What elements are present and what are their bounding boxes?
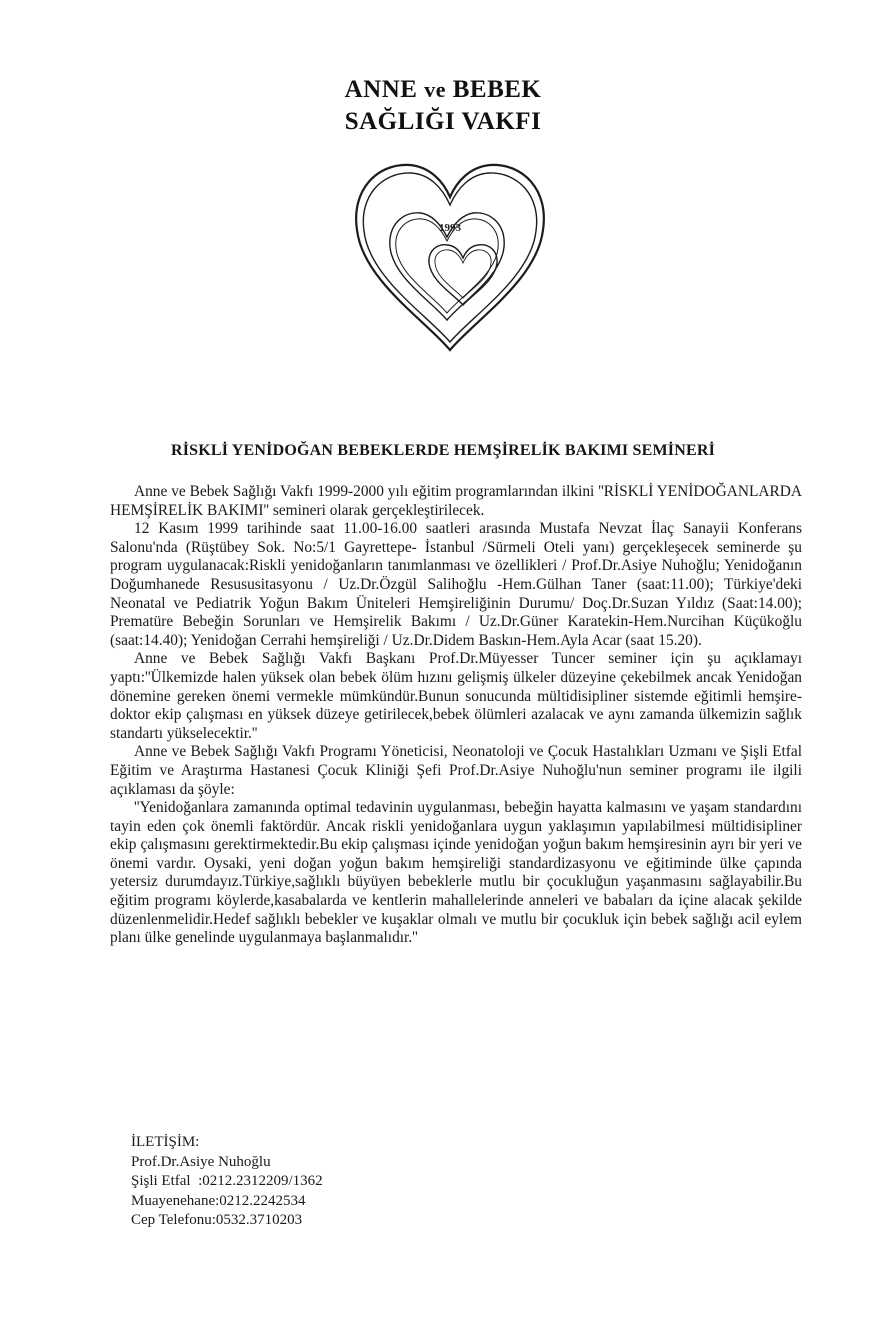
article-body bbox=[110, 483, 802, 948]
contact-name: Prof.Dr.Asiye Nuhoğlu bbox=[131, 1153, 271, 1170]
foundation-title-line2: SAĞLIĞI VAKFI bbox=[344, 108, 542, 135]
heart-logo-icon bbox=[345, 155, 555, 360]
contact-block bbox=[131, 1133, 323, 1231]
title-word-bebek: BEBEK bbox=[452, 76, 542, 103]
seminar-title: RİSKLİ YENİDOĞAN BEBEKLERDE HEMŞİRELİK BAKIMI SEMİNERİ bbox=[170, 442, 716, 459]
title-word-anne: ANNE bbox=[344, 76, 418, 103]
title-word-ve: ve bbox=[424, 77, 446, 102]
contact-phone-mobile: Cep Telefonu:0532.3710203 bbox=[131, 1212, 303, 1228]
paragraph-director-quote: ''Yenidoğanlara zamanında optimal tedavinin uygulanması, bebeğin hayatta kalmasını ve yaşam standardını tayin eden çok önemli faktördür. Ancak riskli yenidoğanlara uygun yaklaşımın yapılabilmesi mültidisipliner ekip çalışmasını gerektirmektedir.Bu ekip çalışması içinde yenidoğan yoğun bakım hemşiresinin ayrı bir yeri ve önemi vardır. Oysaki, yeni doğan yoğun bakım hemşireliği standardizasyonu ve eğitiminde ülke çapında yetersiz durumdayız.Türkiye,sağlıklı büyüyen bebeklerle mutlu bir çocukluğun yaşanmasını sağlayabilir.Bu eğitim programı köylerde,kasabalarda ve kentlerin mahallelerinde anneleri ve babaları da içine alacak şekilde düzenlenmelidir.Hedef sağlıklı bebekler ve kuşaklar olmalı ve mutlu bir çocukluk için bebek sağlığı acil eylem planı ülke genelinde uygulanmaya başlanmalıdır.'' bbox=[110, 799, 802, 947]
paragraph-director-intro: Anne ve Bebek Sağlığı Vakfı Programı Yöneticisi, Neonatoloji ve Çocuk Hastalıkları Uzmanı ve Şişli Etfal Eğitim ve Araştırma Hastanesi Çocuk Kliniği Şefi Prof.Dr.Asiye Nuhoğlu'nun seminer programı ile ilgili açıklaması da şöyle: bbox=[110, 743, 802, 798]
contact-heading: İLETİŞİM: bbox=[131, 1134, 200, 1150]
contact-phone-office: Muayenehane:0212.2242534 bbox=[131, 1192, 306, 1209]
foundation-logo bbox=[345, 155, 555, 360]
paragraph-president-quote: Anne ve Bebek Sağlığı Vakfı Başkanı Prof.Dr.Müyesser Tuncer seminer için şu açıklamayı yaptı:''Ülkemizde halen yüksek olan bebek ölüm hızını gelişmiş ülkeler düzeyine çekebilmek ancak Yenidoğan dönemine gereken önemi vermekle mümkündür.Bunun sonucunda mültidisipliner sistemde eğitimli hemşire-doktor ekip çalışması en yüksek düzeye getirilecek,bebek ölümleri azalacak ve aynı zamanda ülkemizin sağlık standartı yükselecektir.'' bbox=[110, 650, 802, 742]
paragraph-intro: Anne ve Bebek Sağlığı Vakfı 1999-2000 yılı eğitim programlarından ilkini ''RİSKLİ YENİDOĞANLARDA HEMŞİRELİK BAKIMI'' semineri olarak gerçekleştirilecek. bbox=[110, 483, 802, 519]
contact-phone-hospital: Şişli Etfal :0212.2312209/1362 bbox=[131, 1173, 323, 1189]
foundation-title bbox=[0, 74, 886, 138]
logo-year: 1993 bbox=[439, 222, 461, 234]
paragraph-program: 12 Kasım 1999 tarihinde saat 11.00-16.00 saatleri arasında Mustafa Nevzat İlaç Sanayii Konferans Salonu'nda (Rüştübey Sok. No:5/1 Gayrettepe- İstanbul /Sürmeli Oteli yanı) gerçekleşecek seminerde şu program uygulanacak:Riskli yenidoğanların tanımlanması ve özellikleri / Prof.Dr.Asiye Nuhoğlu; Yenidoğanın Doğumhanede Resususitasyonu / Uz.Dr.Özgül Salihoğlu -Hem.Gülhan Taner (saat:11.00); Türkiye'deki Neonatal ve Pediatrik Yoğun Bakım Üniteleri Hemşireliğinin Durumu/ Doç.Dr.Suzan Yıldız (Saat:14.00); Prematüre Bebeğin Sorunları ve Hemşirelik Bakımı / Uz.Dr.Güner Karatekin-Hem.Nurcihan Küçükoğlu (saat:14.40); Yenidoğan Cerrahi hemşireliği / Uz.Dr.Didem Baskın-Hem.Ayla Acar (saat 15.20). bbox=[110, 520, 802, 649]
foundation-title-line1 bbox=[0, 74, 886, 106]
